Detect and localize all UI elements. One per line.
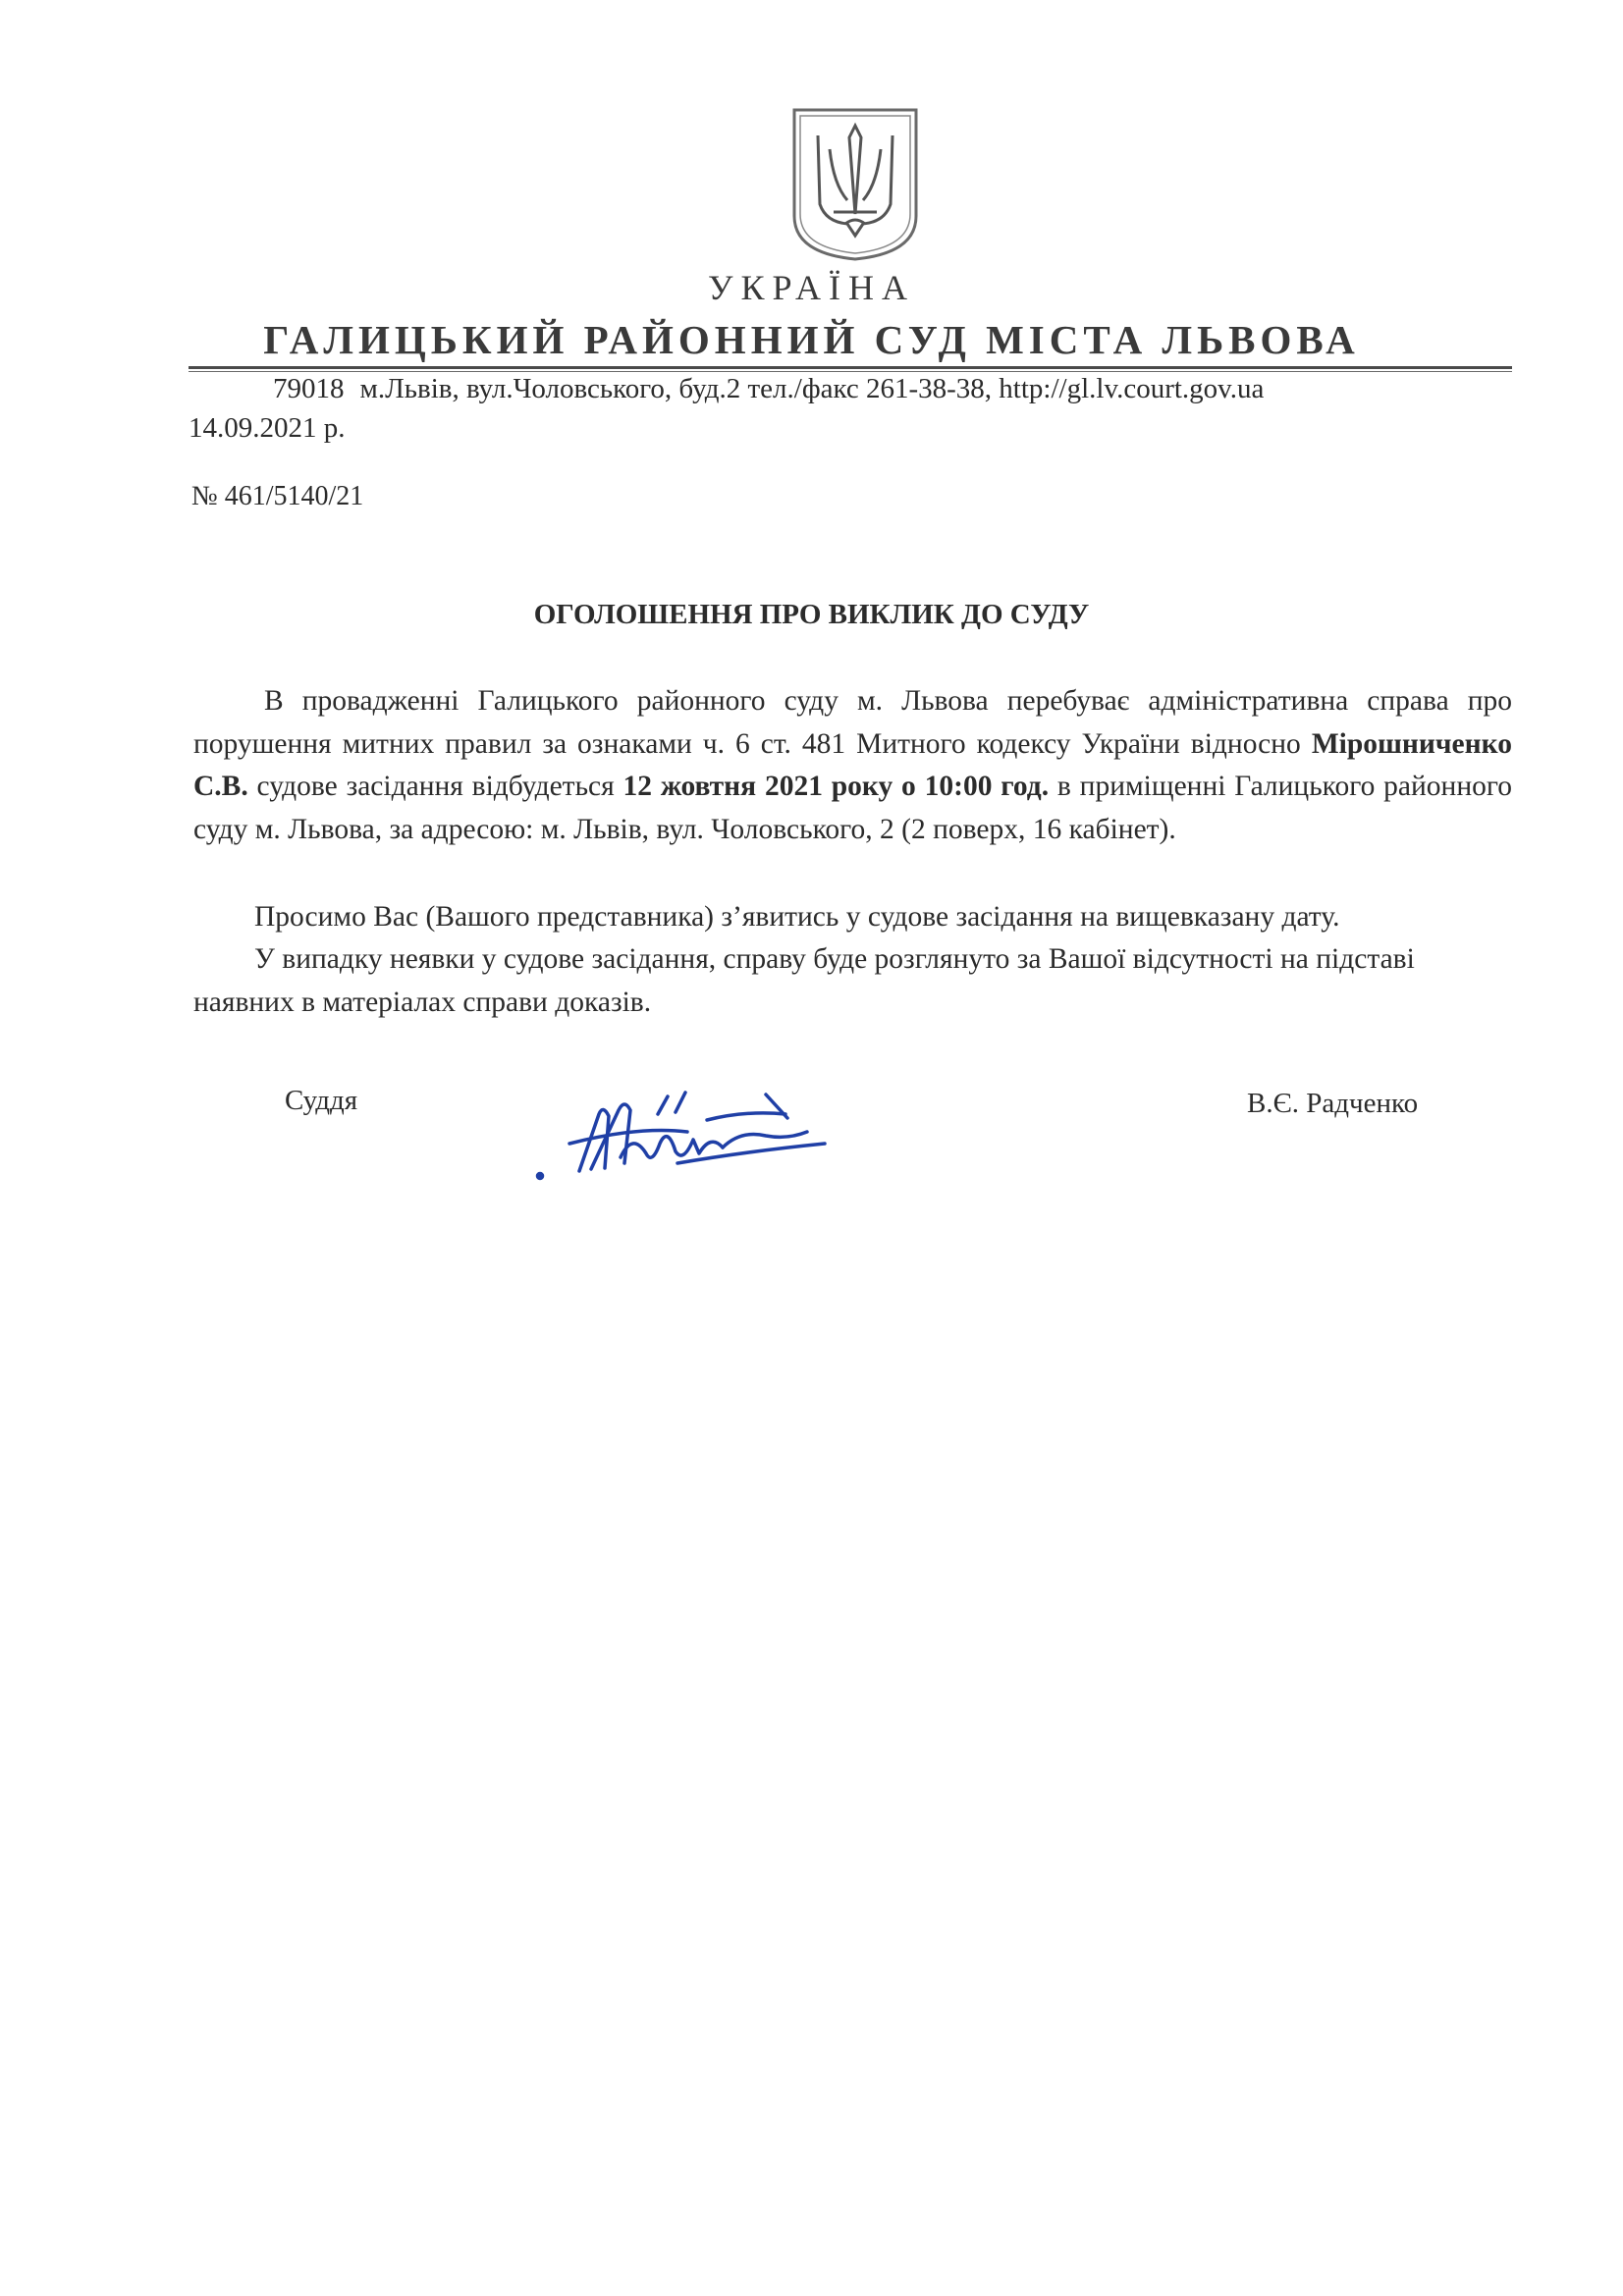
trident-icon xyxy=(790,106,920,263)
handwritten-signature-icon xyxy=(530,1075,854,1193)
p1-text-c: в приміщенні Галицького районного суду м. Львова, за адресою: м. Львів, вул. Чоловського, 2 (2 поверх, 16 кабінет). xyxy=(193,771,1512,845)
country-title: УКРАЇНА xyxy=(708,268,915,307)
paragraph-request: Просимо Вас (Вашого представника) з’явитись у судове засідання на вищевказану дату. xyxy=(254,901,1340,933)
case-number: № 461/5140/21 xyxy=(191,481,364,511)
paragraph-summons xyxy=(193,680,1512,851)
p1-text-b: судове засідання відбудеться xyxy=(247,771,623,802)
document-heading: ОГОЛОШЕННЯ ПРО ВИКЛИК ДО СУДУ xyxy=(533,599,1090,630)
judge-name: В.Є. Радченко xyxy=(1247,1088,1419,1119)
hearing-datetime: 12 жовтня 2021 року о 10:00 год. xyxy=(622,771,1050,802)
header-divider xyxy=(189,366,1512,372)
postal-code: 79018 xyxy=(273,373,345,404)
document-date: 14.09.2021 р. xyxy=(189,412,346,444)
judge-title: Суддя xyxy=(285,1085,358,1116)
court-address-line xyxy=(273,373,1264,405)
defendant-name: Мірошниченко С.В. xyxy=(193,727,1512,802)
court-name: ГАЛИЦЬКИЙ РАЙОННИЙ СУД МІСТА ЛЬВОВА xyxy=(263,317,1360,362)
court-address: м.Львів, вул.Чоловського, буд.2 тел./факс 261-38-38, http://gl.lv.court.gov.ua xyxy=(359,373,1265,404)
paragraph-absence: У випадку неявки у судове засідання, справу буде розглянуто за Вашої відсутності на підставі наявних в матеріалах справи доказів. xyxy=(193,943,1415,1018)
p1-text-a: В провадженні Галицького районного суду м. Львова перебуває адміністративна справа про порушення митних правил за ознаками ч. 6 ст. 481 Митного кодексу України відносно xyxy=(193,685,1512,760)
